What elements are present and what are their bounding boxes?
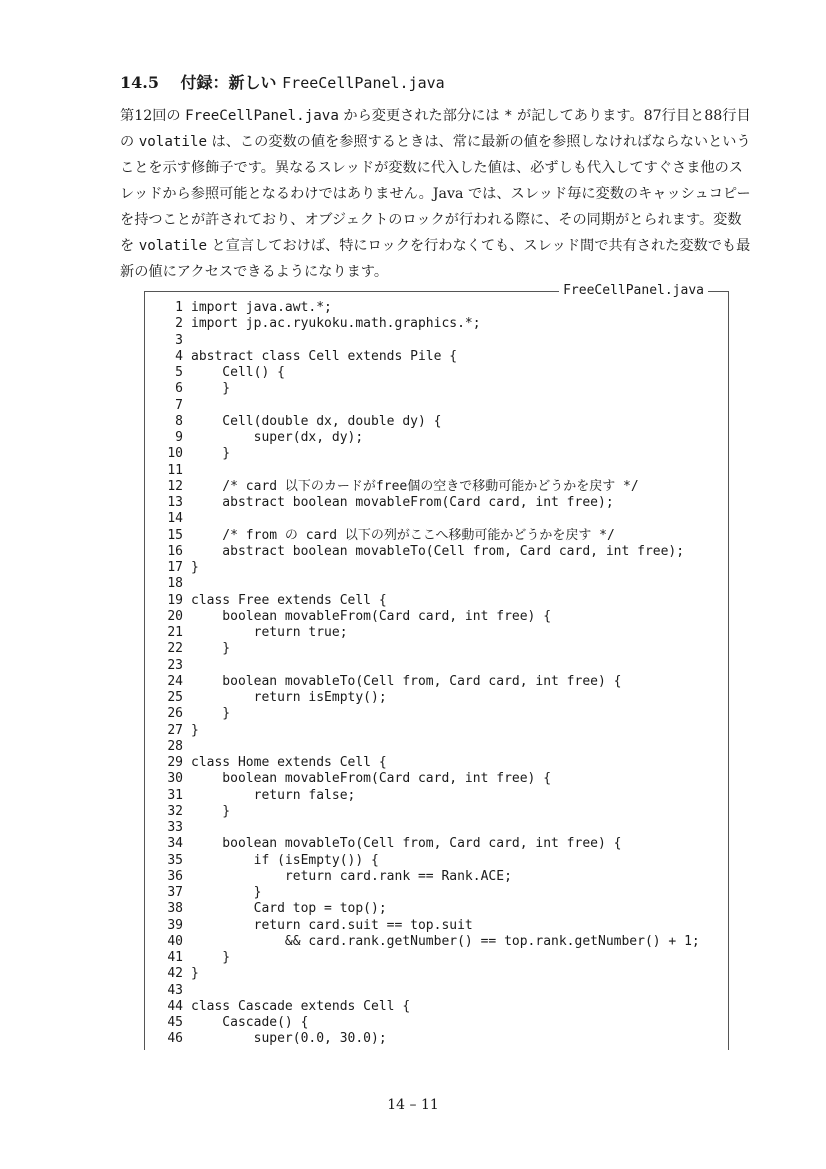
section-title: 付録：新しい [180, 73, 277, 92]
code-text: boolean movableFrom(Card card, int free) { [191, 771, 552, 787]
code-line [145, 966, 725, 982]
code-text: return card.rank == Rank.ACE; [191, 868, 512, 884]
line-number: 42 [167, 966, 183, 982]
inline-code: volatile [138, 134, 208, 150]
line-number: 12 [167, 478, 183, 494]
line-number: 23 [167, 657, 183, 673]
listing-filename: FreeCellPanel.java [559, 283, 708, 299]
code-text: Cell(double dx, double dy) { [191, 413, 442, 429]
paragraph-line [120, 233, 752, 259]
paragraph-text: の [120, 134, 139, 150]
code-text: } [191, 950, 231, 965]
code-line [145, 788, 725, 804]
paragraph-text: を持つことが許されており、オブジェクトのロックが行われる際に、その同期がとられます。変数 [120, 212, 742, 228]
code-body [145, 300, 725, 1048]
code-text: boolean movableFrom(Card card, int free) { [191, 608, 552, 624]
code-line [145, 609, 725, 625]
paragraph-text: 第12回の [120, 108, 186, 124]
line-number: 15 [167, 527, 183, 543]
line-number: 10 [167, 446, 183, 462]
line-number: 27 [167, 722, 183, 738]
code-line [145, 706, 725, 722]
code-text: return isEmpty(); [191, 690, 387, 705]
line-number: 39 [167, 917, 183, 933]
code-line [145, 528, 725, 544]
paragraph-text: と宣言しておけば、特にロックを行わなくても、スレッド間で共有された変数でも最 [207, 238, 751, 254]
code-line [145, 658, 725, 674]
paragraph-line [120, 181, 752, 207]
code-text: } [191, 641, 231, 657]
line-number: 22 [167, 641, 183, 657]
code-text: } [191, 885, 262, 900]
line-number: 29 [167, 755, 183, 770]
code-text: Cascade() { [191, 1015, 309, 1030]
code-line [145, 723, 725, 739]
code-text: } [191, 966, 199, 982]
code-text: return true; [191, 625, 348, 640]
line-number: 8 [175, 413, 183, 429]
code-line [145, 333, 725, 349]
line-number: 43 [167, 982, 183, 998]
code-line [145, 544, 725, 560]
section-heading [120, 70, 445, 93]
line-number: 14 [167, 511, 183, 527]
code-line [145, 739, 725, 755]
line-number: 11 [167, 462, 183, 478]
line-number: 21 [167, 625, 183, 640]
line-number: 2 [175, 316, 183, 332]
code-line [145, 316, 725, 332]
code-line [145, 690, 725, 706]
line-number: 28 [167, 738, 183, 754]
code-text: } [191, 706, 231, 722]
code-text: Card top = top(); [191, 901, 387, 917]
code-line [145, 365, 725, 381]
code-text: && card.rank.getNumber() == top.rank.getNumber() + 1; [191, 933, 700, 949]
code-text: /* from の card 以下の列がここへ移動可能かどうかを戻す */ [191, 527, 615, 543]
line-number: 9 [175, 430, 183, 445]
line-number: 36 [167, 868, 183, 884]
code-line [145, 983, 725, 999]
code-line [145, 349, 725, 365]
code-line [145, 820, 725, 836]
code-text: abstract class Cell extends Pile { [191, 348, 458, 364]
code-text: boolean movableTo(Cell from, Card card, int free) { [191, 673, 622, 689]
intro-paragraph [120, 103, 752, 285]
code-line [145, 836, 725, 852]
code-line [145, 934, 725, 950]
code-line [145, 1031, 725, 1047]
line-number: 35 [167, 852, 183, 868]
code-text: } [191, 381, 231, 397]
paragraph-text: 新の値にアクセスできるようになります。 [120, 264, 389, 280]
code-text: super(dx, dy); [191, 430, 364, 445]
line-number: 26 [167, 706, 183, 722]
paragraph-text: ことを示す修飾子です。異なるスレッドが変数に代入した値は、必ずしも代入してすぐさま他のス [120, 160, 743, 176]
code-text: return false; [191, 787, 356, 803]
code-text: Cell() { [191, 365, 285, 380]
line-number: 40 [167, 933, 183, 949]
page-number: 14 – 11 [387, 1097, 439, 1113]
paragraph-line [120, 155, 752, 181]
code-line [145, 625, 725, 641]
line-number: 4 [175, 348, 183, 364]
section-number: 14.5 [120, 73, 159, 92]
inline-code: FreeCellPanel.java [185, 108, 339, 124]
code-line [145, 755, 725, 771]
code-line [145, 869, 725, 885]
line-number: 25 [167, 690, 183, 705]
code-line [145, 885, 725, 901]
code-text: import java.awt.*; [191, 300, 332, 315]
line-number: 1 [175, 300, 183, 315]
code-text: boolean movableTo(Cell from, Card card, int free) { [191, 836, 622, 852]
code-text: } [191, 722, 199, 738]
code-text: return card.suit == top.suit [191, 917, 473, 933]
code-text: } [191, 446, 231, 462]
line-number: 30 [167, 771, 183, 787]
code-line [145, 771, 725, 787]
code-line [145, 463, 725, 479]
code-line [145, 1015, 725, 1031]
code-text: class Free extends Cell { [191, 592, 387, 608]
code-line [145, 398, 725, 414]
line-number: 13 [167, 495, 183, 510]
code-line [145, 300, 725, 316]
paragraph-line [120, 103, 752, 129]
line-number: 6 [175, 381, 183, 397]
line-number: 7 [175, 397, 183, 413]
code-text: } [191, 803, 231, 819]
code-line [145, 901, 725, 917]
inline-code: volatile [138, 238, 208, 254]
line-number: 16 [167, 543, 183, 559]
code-line [145, 853, 725, 869]
line-number: 31 [167, 787, 183, 803]
line-number: 45 [167, 1015, 183, 1030]
code-line [145, 511, 725, 527]
code-line [145, 576, 725, 592]
code-line [145, 430, 725, 446]
paragraph-line [120, 129, 752, 155]
code-line [145, 560, 725, 576]
line-number: 41 [167, 950, 183, 965]
paragraph-text: は、この変数の値を参照するときは、常に最新の値を参照しなければならないという [207, 134, 751, 150]
line-number: 33 [167, 820, 183, 835]
code-line [145, 479, 725, 495]
paragraph-line [120, 207, 752, 233]
line-number: 32 [167, 803, 183, 819]
paragraph-text: レッドから参照可能となるわけではありません。Java では、スレッド毎に変数のキャッシュコピー [120, 186, 751, 202]
line-number: 46 [167, 1031, 183, 1047]
code-text: /* card 以下のカードがfree個の空きで移動可能かどうかを戻す */ [191, 478, 639, 494]
code-listing [144, 283, 729, 1050]
line-number: 37 [167, 885, 183, 900]
line-number: 19 [167, 592, 183, 608]
code-line [145, 495, 725, 511]
line-number: 20 [167, 608, 183, 624]
line-number: 17 [167, 560, 183, 575]
code-text: abstract boolean movableTo(Cell from, Card card, int free); [191, 543, 685, 559]
inline-code: * [503, 108, 513, 124]
line-number: 18 [167, 576, 183, 592]
code-text: class Cascade extends Cell { [191, 998, 411, 1014]
code-text: super(0.0, 30.0); [191, 1031, 387, 1047]
code-text: import jp.ac.ryukoku.math.graphics.*; [191, 316, 481, 332]
line-number: 5 [175, 365, 183, 380]
code-line [145, 804, 725, 820]
code-text: abstract boolean movableFrom(Card card, int free); [191, 495, 614, 510]
line-number: 38 [167, 901, 183, 917]
code-line [145, 414, 725, 430]
code-text: class Home extends Cell { [191, 755, 387, 770]
line-number: 24 [167, 673, 183, 689]
code-line [145, 918, 725, 934]
paragraph-text: を [120, 238, 139, 254]
code-line [145, 950, 725, 966]
line-number: 3 [175, 332, 183, 348]
paragraph-text: が記してあります。87行目と88行目 [512, 108, 751, 124]
line-number: 44 [167, 998, 183, 1014]
paragraph-line [120, 259, 752, 285]
section-title-file: FreeCellPanel.java [282, 74, 445, 92]
code-line [145, 674, 725, 690]
code-line [145, 593, 725, 609]
line-number: 34 [167, 836, 183, 852]
code-line [145, 999, 725, 1015]
code-text: } [191, 560, 199, 575]
code-text: if (isEmpty()) { [191, 852, 379, 868]
code-line [145, 641, 725, 657]
code-line [145, 446, 725, 462]
paragraph-text: から変更された部分には [338, 108, 504, 124]
code-line [145, 381, 725, 397]
